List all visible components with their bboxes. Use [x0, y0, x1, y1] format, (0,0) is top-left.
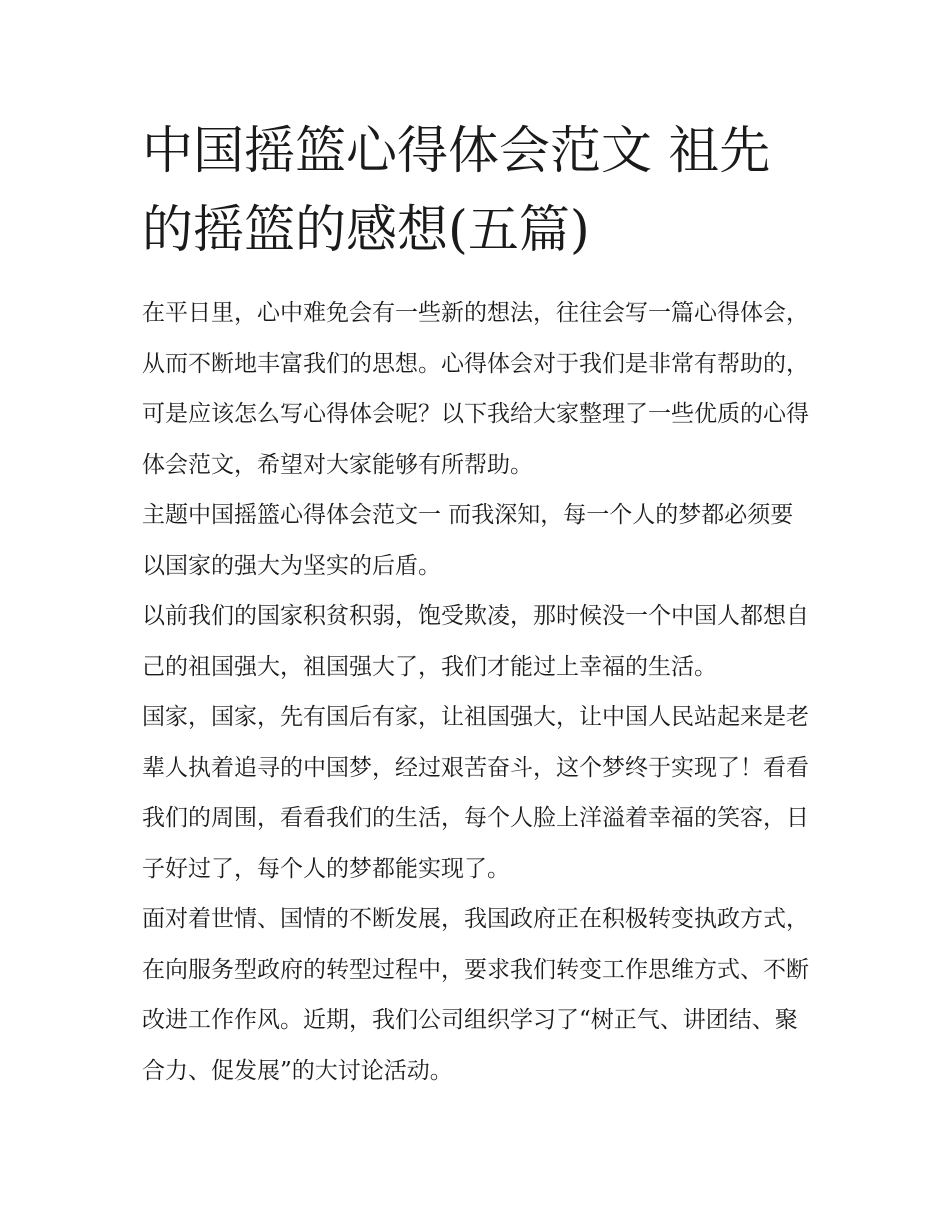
document-title: 中国摇篮心得体会范文 祖先的摇篮的感想(五篇) — [142, 122, 771, 260]
document-body — [142, 112, 814, 1096]
paragraph-intro: 在平日里，心中难免会有一些新的想法，往往会写一篇心得体会，从而不断地丰富我们的思想。心得体会对于我们是非常有帮助的，可是应该怎么写心得体会呢？以下我给大家整理了一些优质的心得体会范文，希望对大家能够有所帮助。 — [142, 300, 809, 478]
paragraph-history: 以前我们的国家积贫积弱，饱受欺凌，那时候没一个中国人都想自己的祖国强大，祖国强大了，我们才能过上幸福的生活。 — [142, 603, 809, 680]
paragraph-reform: 面对着世情、国情的不断发展，我国政府正在积极转变执政方式，在向服务型政府的转型过程中，要求我们转变工作思维方式、不断改进工作作风。近期，我们公司组织学习了“树正气、讲团结、聚合力、促发展”的大讨论活动。 — [142, 906, 809, 1084]
title-spacer — [142, 270, 814, 288]
paragraph-dream: 国家，国家，先有国后有家，让祖国强大，让中国人民站起来是老辈人执着追寻的中国梦，经过艰苦奋斗，这个梦终于实现了！看看我们的周围，看看我们的生活，每个人脸上洋溢着幸福的笑容，日子好过了，每个人的梦都能实现了。 — [142, 704, 809, 882]
paragraph-theme: 主题中国摇篮心得体会范文一 而我深知，每一个人的梦都必须要以国家的强大为坚实的后盾。 — [142, 502, 794, 579]
